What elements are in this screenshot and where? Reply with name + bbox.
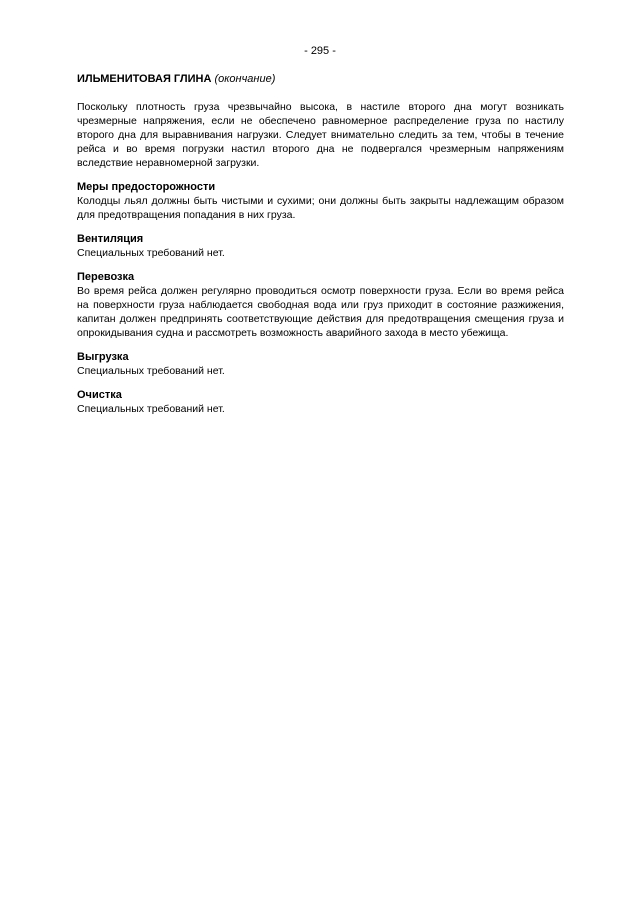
section-heading: Вентиляция bbox=[77, 233, 144, 245]
document-title bbox=[77, 72, 564, 86]
section-heading: Очистка bbox=[77, 389, 122, 401]
section-text: Специальных требований нет. bbox=[77, 365, 225, 377]
section-ventilation bbox=[77, 233, 564, 260]
section-carriage bbox=[77, 271, 564, 340]
intro-paragraph: Поскольку плотность груза чрезвычайно высока, в настиле второго дна могут возникать чрезмерные напряжения, если не обеспечено равномерное распределение груза по настилу второго дна для выравнивания нагрузки. Следует внимательно следить за тем, чтобы в течение рейса и во время погрузки настил второго дна не подвергался чрезмерным напряжениям вследствие неравномерной загрузки. bbox=[77, 101, 564, 169]
document-title-main: ИЛЬМЕНИТОВАЯ ГЛИНА bbox=[77, 73, 212, 85]
page-number: - 295 - bbox=[304, 45, 336, 57]
section-heading: Меры предосторожности bbox=[77, 181, 216, 193]
document-content bbox=[77, 72, 564, 427]
section-precautions bbox=[77, 181, 564, 222]
section-text: Колодцы льял должны быть чистыми и сухими; они должны быть закрыты надлежащим образом для предотвращения попадания в них груза. bbox=[77, 195, 564, 221]
section-cleaning bbox=[77, 389, 564, 416]
section-heading: Перевозка bbox=[77, 271, 135, 283]
section-text: Во время рейса должен регулярно проводиться осмотр поверхности груза. Если во время рейса на поверхности груза наблюдается свободная вода или груз приходит в состояние разжижения, капитан должен предпринять соответствующие действия для предотвращения смещения груза и опрокидывания судна и рассмотреть возможность аварийного захода в место убежища. bbox=[77, 285, 564, 339]
section-discharge bbox=[77, 351, 564, 378]
section-text: Специальных требований нет. bbox=[77, 403, 225, 415]
document-title-suffix: (окончание) bbox=[214, 73, 276, 85]
section-text: Специальных требований нет. bbox=[77, 247, 225, 259]
section-heading: Выгрузка bbox=[77, 351, 129, 363]
